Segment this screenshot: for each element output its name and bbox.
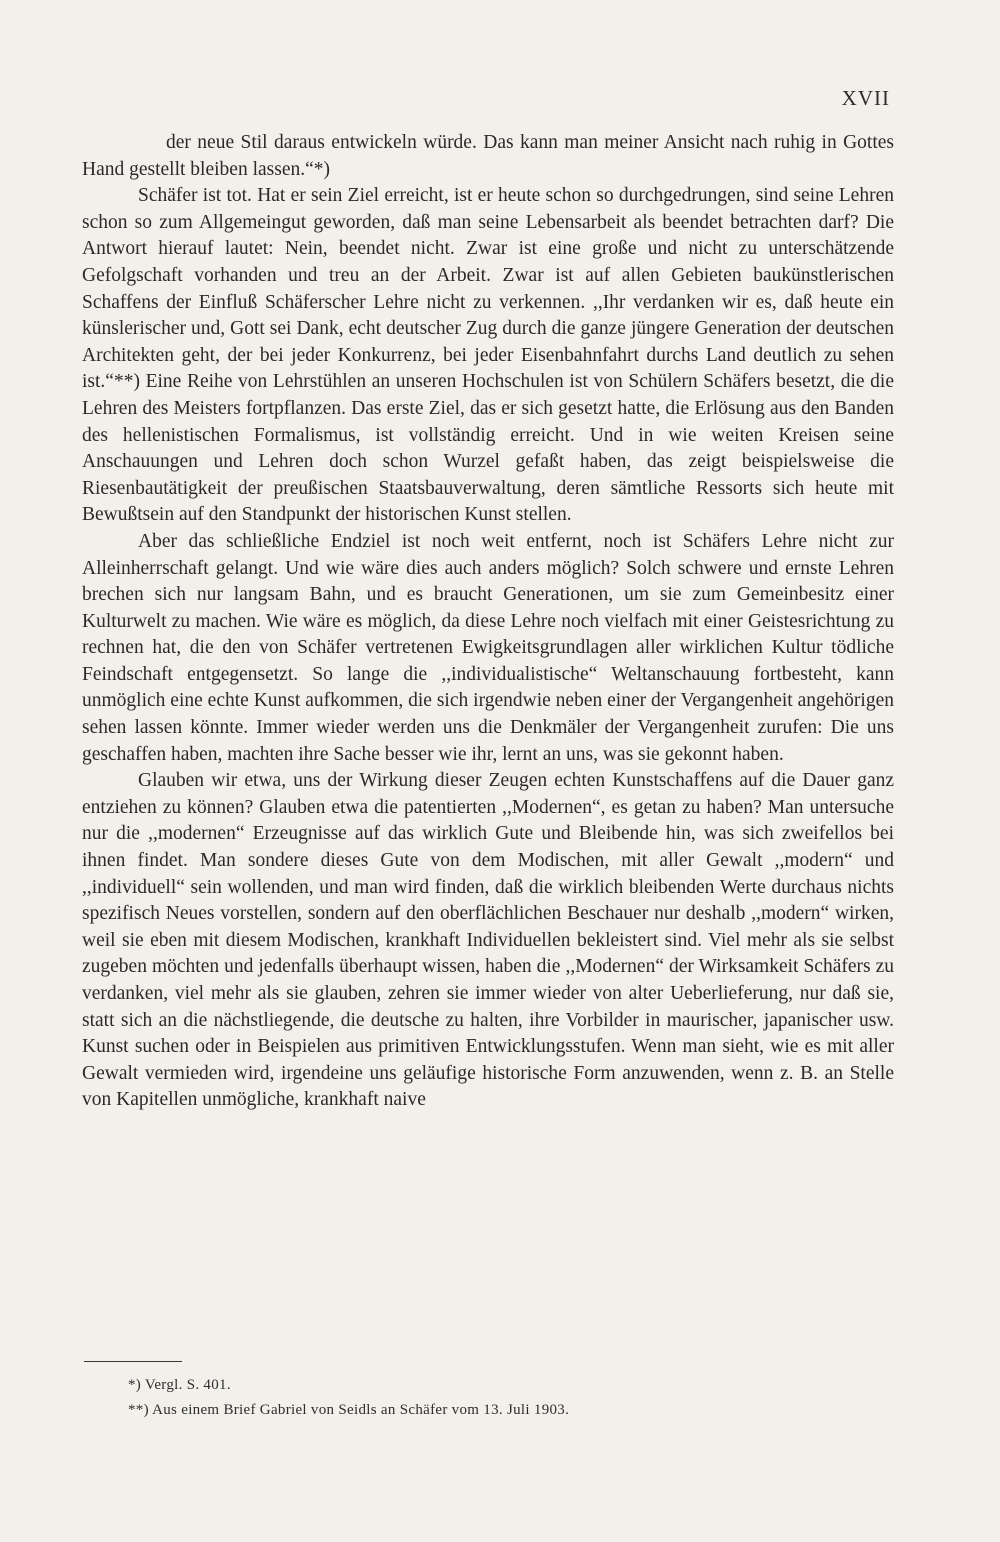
footnote-divider <box>84 1361 182 1362</box>
footnote-2: **) Aus einem Brief Gabriel von Seidls an Schäfer vom 13. Juli 1903. <box>128 1402 570 1418</box>
paragraph-3: Aber das schließliche Endziel ist noch weit entfernt, noch ist Schäfers Lehre nicht zur Alleinherrschaft gelangt. Und wie wäre dies auch anders möglich? Solch schwere und ernste Lehren brechen sich nur langsam Bahn, und es braucht Generationen, um sie zum Gemeinbesitz einer Kulturwelt zu machen. Wie wäre es möglich, da diese Lehre noch vielfach mit einer Geistesrichtung zu rechnen hat, die den von Schäfer vertretenen Ewigkeitsgrundlagen aller wirklichen Kultur tödliche Feindschaft entgegensetzt. So lange die ,,individualistische“ Weltanschauung fortbesteht, kann unmöglich eine echte Kunst aufkommen, die sich irgendwie neben einer der Vergangenheit angehörigen sehen lassen könnte. Immer wieder werden uns die Denkmäler der Vergangenheit zurufen: Die uns geschaffen haben, machten ihre Sache besser wie ihr, lernt an uns, was sie gekonnt haben. <box>82 530 894 765</box>
paragraph-2: Schäfer ist tot. Hat er sein Ziel erreicht, ist er heute schon so durchgedrungen, sind seine Lehren schon so zum Allgemeingut geworden, daß man seine Lebensarbeit als beendet betrachten darf? Die Antwort hierauf lautet: Nein, beendet nicht. Zwar ist eine große und nicht zu unterschätzende Gefolgschaft vorhanden und treu an der Arbeit. Zwar ist auf allen Gebieten baukünstlerischen Schaffens der Einfluß Schäferscher Lehre nicht zu verkennen. ,,Ihr verdanken wir es, daß heute ein künslerischer und, Gott sei Dank, echt deutscher Zug durch die ganze jüngere Generation der deutschen Architekten geht, der bei jeder Konkurrenz, bei jeder Eisenbahnfahrt durchs Land deutlich zu sehen ist.“**) Eine Reihe von Lehrstühlen an unseren Hochschulen ist von Schülern Schäfers besetzt, die die Lehren des Meisters fortpflanzen. Das erste Ziel, das er sich gesetzt hatte, die Erlösung aus den Banden des hellenistischen Formalismus, ist vollständig erreicht. Und in wie weiten Kreisen seine Anschauungen und Lehren doch schon Wurzel gefaßt haben, das zeigt beispielsweise die Riesenbautätigkeit der preußischen Staatsbauverwaltung, deren sämtliche Ressorts sich heute mit Bewußtsein auf den Standpunkt der historischen Kunst stellen. <box>82 185 894 526</box>
body-text <box>82 130 894 1114</box>
footnotes <box>128 1373 828 1423</box>
footnote-1: *) Vergl. S. 401. <box>128 1377 231 1393</box>
paragraph-4: Glauben wir etwa, uns der Wirkung dieser Zeugen echten Kunstschaffens auf die Dauer ganz entziehen zu können? Glauben etwa die patentierten ,,Modernen“, es getan zu haben? Man untersuche nur die ,,modernen“ Erzeugnisse auf das wirklich Gute und Bleibende hin, was sich zweifellos bei ihnen findet. Man sondere dieses Gute von dem Modischen, mit aller Gewalt ,,modern“ und ,,individuell“ sein wollenden, und man wird finden, daß die wirklich bleibenden Werte durchaus nichts spezifisch Neues vorstellen, sondern auf den oberflächlichen Beschauer nur deshalb ,,modern“ wirken, weil sie eben mit diesem Modischen, krankhaft Individuellen bekleistert sind. Viel mehr als sie selbst zugeben möchten und jedenfalls überhaupt wissen, haben die ,,Modernen“ der Wirksamkeit Schäfers zu verdanken, viel mehr als sie glauben, zehren sie immer wieder von alter Ueberlieferung, nur daß sie, statt sich an die nächstliegende, die deutsche zu halten, ihre Vorbilder in maurischer, japanischer usw. Kunst suchen oder in Beispielen aus primitiven Entwicklungsstufen. Wenn man sieht, wie es mit aller Gewalt vermieden wird, irgendeine uns geläufige historische Form anzuwenden, wenn z. B. an Stelle von Kapitellen unmögliche, krankhaft naive <box>82 770 894 1111</box>
paragraph-1: der neue Stil daraus entwickeln würde. Das kann man meiner Ansicht nach ruhig in Gottes Hand gestellt bleiben lassen.“*) <box>82 132 894 180</box>
page-number: XVII <box>841 86 890 110</box>
